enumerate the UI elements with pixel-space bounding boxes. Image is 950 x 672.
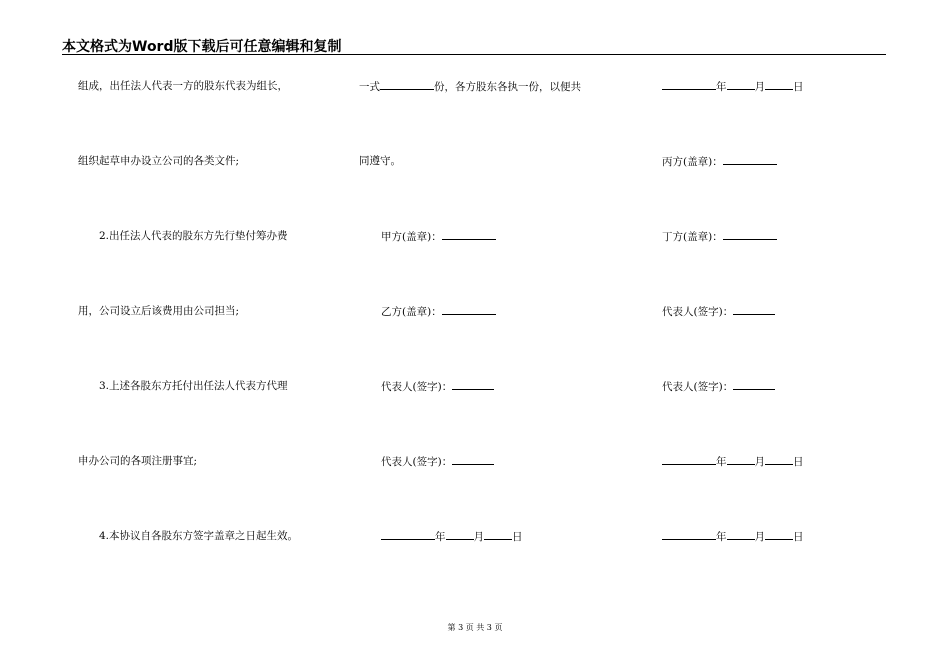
header-rule (62, 54, 886, 55)
party-d-line (662, 230, 777, 243)
month-label: 月 (473, 531, 484, 543)
date-line (381, 530, 523, 543)
year-blank (662, 80, 716, 90)
text-line: 用，公司设立后该费用由公司担当; (78, 305, 240, 317)
rep-line (381, 380, 494, 393)
rep-line (662, 380, 775, 393)
day-blank (484, 530, 512, 540)
month-label: 月 (754, 531, 765, 543)
rep-label: 代表人(签字)： (662, 306, 734, 318)
rep-line (381, 455, 494, 468)
month-blank (446, 530, 474, 540)
party-d-label: 丁方(盖章)： (662, 231, 723, 243)
rep-label: 代表人(签字)： (381, 456, 453, 468)
day-label: 日 (512, 531, 523, 543)
party-c-label: 丙方(盖章)： (662, 156, 723, 168)
copies-prefix: 一式 (359, 81, 380, 93)
year-label: 年 (716, 456, 727, 468)
month-label: 月 (754, 81, 765, 93)
party-a-line (381, 230, 496, 243)
rep-blank (452, 455, 494, 465)
header-title: 本文格式为Word版下载后可任意编辑和复制 (62, 39, 342, 55)
text-line: 2.出任法人代表的股东方先行垫付筹办费 (99, 230, 288, 242)
day-label: 日 (793, 456, 804, 468)
text-line: 3.上述各股东方托付出任法人代表方代理 (99, 380, 288, 392)
copies-blank (380, 80, 434, 90)
day-blank (765, 530, 793, 540)
party-c-blank (723, 155, 777, 165)
rep-blank (733, 380, 775, 390)
year-label: 年 (435, 531, 446, 543)
month-label: 月 (754, 456, 765, 468)
party-d-blank (723, 230, 777, 240)
party-b-blank (442, 305, 496, 315)
party-c-line (662, 155, 777, 168)
copies-suffix: 份，各方股东各执一份，以便共 (434, 81, 581, 93)
rep-label: 代表人(签字)： (662, 381, 734, 393)
day-blank (765, 455, 793, 465)
day-label: 日 (793, 81, 804, 93)
copies-line (359, 80, 581, 93)
party-a-blank (442, 230, 496, 240)
date-line (662, 80, 804, 93)
year-blank (662, 530, 716, 540)
text-line: 组成，出任法人代表一方的股东代表为组长， (78, 80, 288, 92)
rep-label: 代表人(签字)： (381, 381, 453, 393)
text-line: 4.本协议自各股东方签字盖章之日起生效。 (99, 530, 299, 542)
month-blank (727, 455, 755, 465)
day-blank (765, 80, 793, 90)
day-label: 日 (793, 531, 804, 543)
text-line: 组织起草申办设立公司的各类文件; (78, 155, 240, 167)
rep-blank (733, 305, 775, 315)
abide-line: 同遵守。 (359, 155, 401, 167)
date-line (662, 455, 804, 468)
year-label: 年 (716, 531, 727, 543)
party-b-line (381, 305, 496, 318)
year-label: 年 (716, 81, 727, 93)
page-number: 第 3 页 共 3 页 (447, 623, 503, 632)
month-blank (727, 80, 755, 90)
text-line: 申办公司的各项注册事宜; (78, 455, 198, 467)
year-blank (662, 455, 716, 465)
party-b-label: 乙方(盖章)： (381, 306, 442, 318)
rep-blank (452, 380, 494, 390)
date-line (662, 530, 804, 543)
year-blank (381, 530, 435, 540)
party-a-label: 甲方(盖章)： (381, 231, 442, 243)
rep-line (662, 305, 775, 318)
month-blank (727, 530, 755, 540)
